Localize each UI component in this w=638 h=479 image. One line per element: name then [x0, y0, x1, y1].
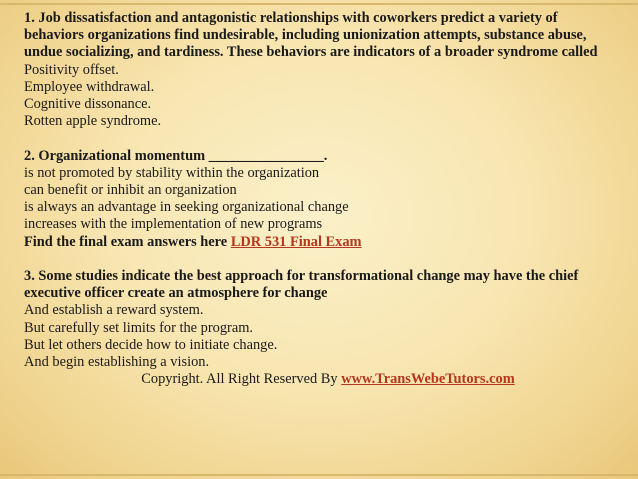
spacer [24, 251, 620, 268]
top-border [0, 3, 638, 5]
find-answers-line [24, 234, 620, 251]
spacer [24, 130, 620, 147]
question-1-option-c: Cognitive dissonance. [24, 96, 152, 113]
slide-content [24, 10, 620, 388]
question-3-option-c: But let others decide how to initiate change. [24, 336, 278, 353]
question-2-option-b: can benefit or inhibit an organization [24, 182, 237, 199]
question-3-option-a: And establish a reward system. [24, 302, 204, 319]
copyright-text: Copyright. All Right Reserved By [141, 371, 338, 388]
question-2-prompt: 2. Organizational momentum ________________. [24, 147, 328, 164]
bottom-border [0, 474, 638, 476]
question-3-option-d: And begin establishing a vision. [24, 354, 210, 371]
question-1-prompt: 1. Job dissatisfaction and antagonistic relationships with coworkers predict a variety of behaviors organizations find undesirable, including unionization attempts, substance abuse, undue socializing, and tardiness. These behaviors are indicators of a broader syndrome called [24, 10, 598, 61]
find-answers-text: Find the final exam answers here [24, 233, 228, 250]
website-link[interactable]: www.TransWebeTutors.com [341, 371, 515, 388]
question-2-option-a: is not promoted by stability within the organization [24, 164, 320, 181]
question-2-option-d: increases with the implementation of new programs [24, 216, 323, 233]
question-1-option-a: Positivity offset. [24, 61, 119, 78]
question-3-option-b: But carefully set limits for the program. [24, 319, 253, 336]
copyright-footer [24, 371, 620, 388]
question-2-option-c: is always an advantage in seeking organizational change [24, 199, 349, 216]
question-3-prompt: 3. Some studies indicate the best approach for transformational change may have the chief executive officer create an atmosphere for change [24, 268, 579, 302]
question-1-option-d: Rotten apple syndrome. [24, 113, 162, 130]
question-1-option-b: Employee withdrawal. [24, 78, 155, 95]
final-exam-link[interactable]: LDR 531 Final Exam [230, 233, 362, 250]
